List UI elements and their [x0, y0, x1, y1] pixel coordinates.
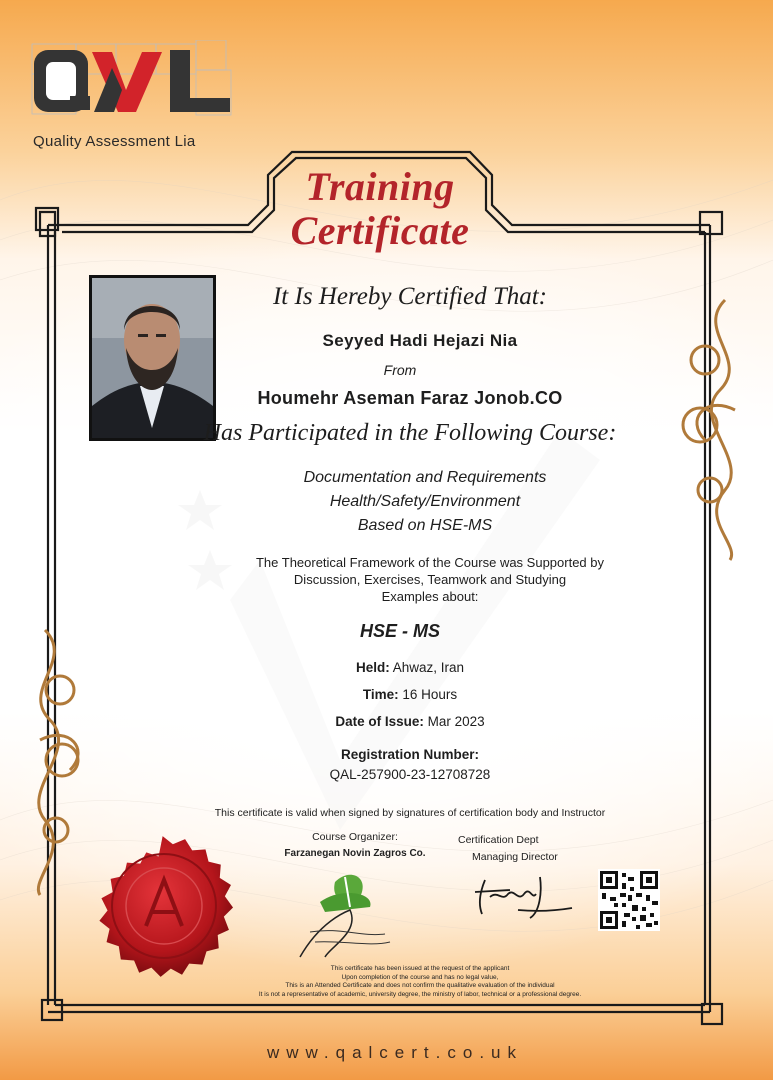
title-line-1: Training	[305, 164, 455, 209]
certification-dept-label: Certification Dept	[458, 834, 539, 846]
qr-code	[598, 869, 660, 931]
organizer-label: Course Organizer:	[312, 831, 398, 843]
issue-date-value: Mar 2023	[427, 714, 485, 729]
registration-number: QAL-257900-23-12708728	[329, 767, 491, 782]
framework-line-3: Examples about:	[381, 589, 479, 604]
organizer-name: Farzanegan Novin Zagros Co.	[284, 848, 426, 859]
certificate-title	[255, 165, 505, 253]
framework-line-2: Discussion, Exercises, Teamwork and Studying	[293, 572, 567, 587]
disclaimer-line-3: This is an Attended Certificate and does not confirm the qualitative evaluation of the individual	[285, 982, 555, 989]
course-line-3: Based on HSE-MS	[357, 517, 493, 534]
held-row	[300, 660, 520, 675]
portrait-image	[92, 278, 213, 438]
time-row	[300, 687, 520, 702]
company-name: Houmehr Aseman Faraz Jonob.CO	[257, 388, 563, 408]
held-label: Held:	[355, 660, 390, 675]
logo-subtitle: Quality Assessment Lia	[33, 133, 196, 150]
issue-date-row	[290, 714, 530, 729]
managing-director-label: Managing Director	[472, 851, 558, 863]
title-line-2: Certificate	[290, 208, 470, 253]
left-ornament	[38, 630, 78, 895]
held-value: Ahwaz, Iran	[392, 660, 465, 675]
recipient-photo	[89, 275, 216, 441]
website-url: www.qalcert.co.uk	[267, 1043, 523, 1062]
time-label: Time:	[362, 687, 399, 702]
registration-label: Registration Number:	[340, 747, 479, 762]
framework-text	[195, 554, 665, 605]
time-value: 16 Hours	[402, 687, 458, 702]
disclaimer	[190, 965, 650, 999]
issue-date-label: Date of Issue:	[335, 714, 424, 729]
disclaimer-line-1: This certificate has been issued at the request of the applicant	[330, 965, 510, 972]
recipient-name: Seyyed Hadi Hejazi Nia	[322, 331, 518, 350]
validity-note: This certificate is valid when signed by signatures of certification body and Instructor	[214, 807, 606, 819]
course-line-2: Health/Safety/Environment	[329, 493, 521, 510]
from-label: From	[383, 362, 417, 378]
director-signature	[470, 872, 580, 922]
participated-heading: Has Participated in the Following Course:	[203, 420, 617, 446]
certified-that-heading: It Is Hereby Certified That:	[272, 283, 548, 310]
course-title	[200, 466, 650, 538]
course-topic: HSE - MS	[359, 621, 440, 641]
disclaimer-line-4: It is not a representative of academic, university degree, the ministry of labor, technical or a professional degree.	[258, 990, 582, 998]
organizer-signature-stamp	[290, 862, 400, 962]
wax-seal	[82, 822, 247, 987]
disclaimer-line-2: Upon completion of the course and has no legal value,	[341, 973, 499, 981]
course-line-1: Documentation and Requirements	[303, 469, 547, 486]
framework-line-1: The Theoretical Framework of the Course was Supported by	[255, 555, 605, 570]
